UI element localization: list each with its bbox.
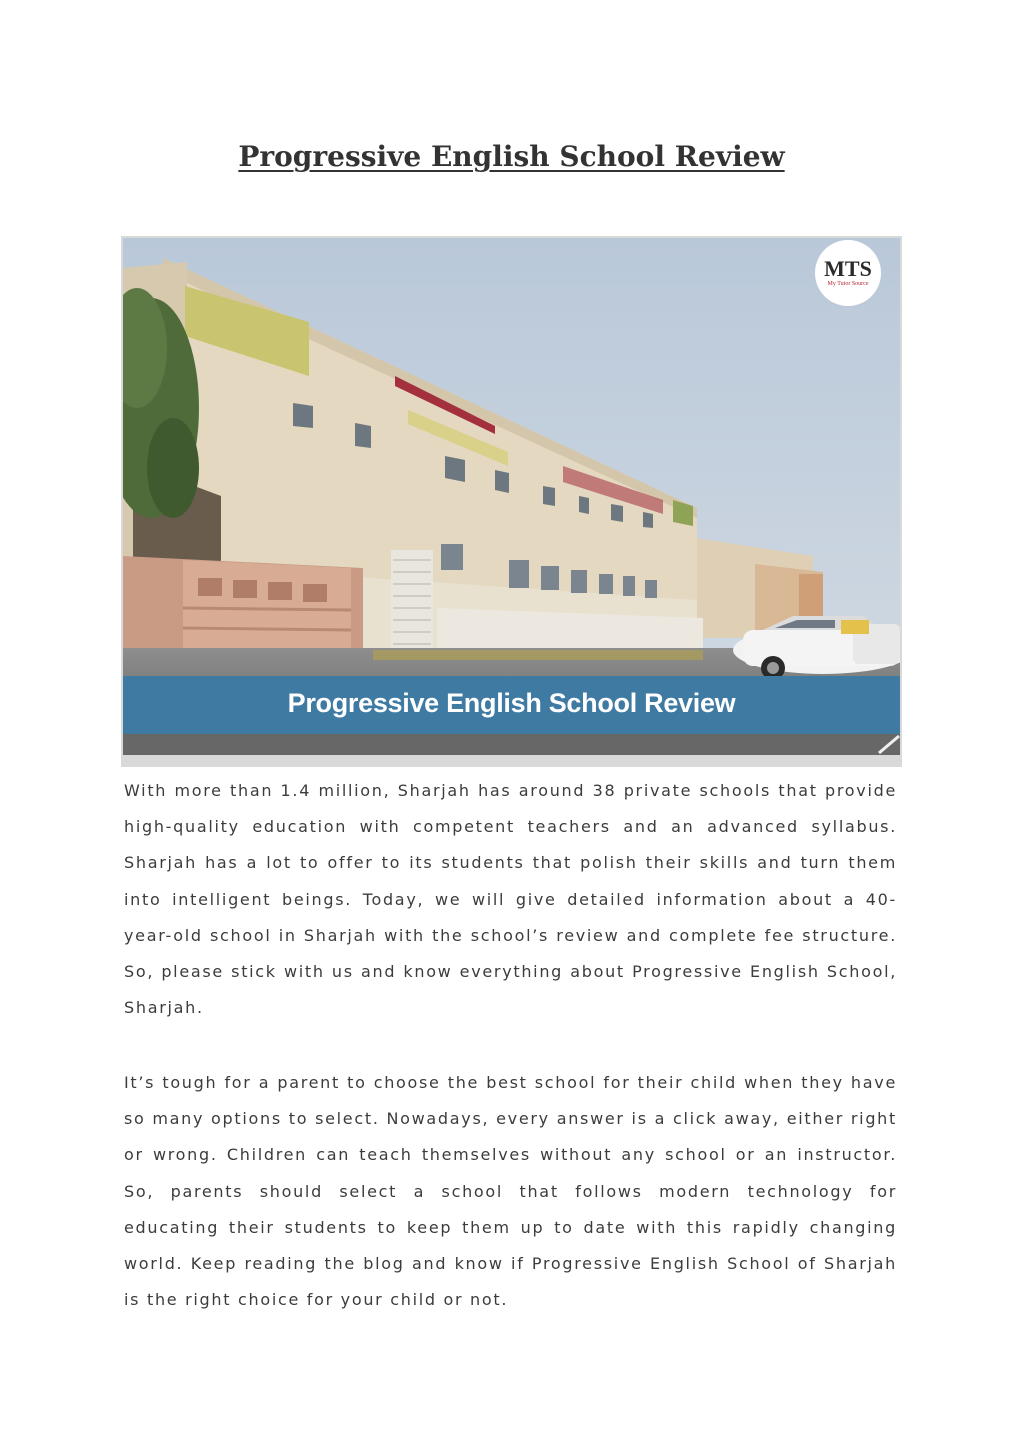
banner-caption: Progressive English School Review <box>287 688 736 718</box>
mts-logo <box>815 240 881 306</box>
logo-tagline: My Tutor Source <box>827 281 869 287</box>
logo-letters: MTS <box>824 256 872 281</box>
intro-paragraph: With more than 1.4 million, Sharjah has around 38 private schools that provide high-quality education with competent teachers and an advanced syllabus. Sharjah has a lot to offer to its students that polish their skills and turn them into intelligent beings. Today, we will give detailed information about a 40-year-old school in Sharjah with the school’s review and complete fee structure. So, please stick with us and know everything about Progressive English School, Sharjah. <box>124 781 897 1018</box>
page-title: Progressive English School Review <box>238 140 785 173</box>
body-paragraph: It’s tough for a parent to choose the best school for their child when they have so many options to select. Nowadays, every answer is a click away, either right or wrong. Children can teach themselves without any school or an instructor. So, parents should select a school that follows modern technology for educating their students to keep them up to date with this rapidly changing world. Keep reading the blog and know if Progressive English School of Sharjah is the right choice for your child or not. <box>124 1073 897 1310</box>
hero-image <box>121 236 902 767</box>
